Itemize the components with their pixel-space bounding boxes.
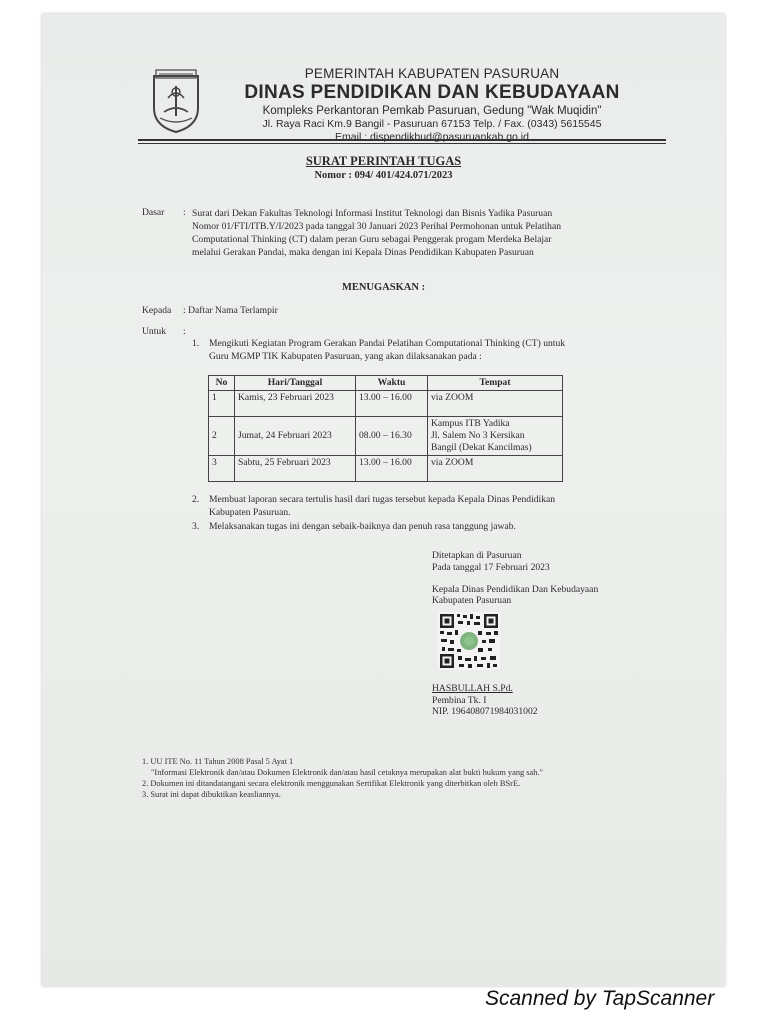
menugaskan-heading: MENUGASKAN : xyxy=(341,282,426,293)
table-row xyxy=(209,417,563,456)
dasar-paragraph xyxy=(192,207,642,259)
cell-tempat xyxy=(428,456,563,482)
table-row xyxy=(209,391,563,417)
kepada-label: Kepada xyxy=(142,305,172,316)
qr-code-icon xyxy=(438,612,500,670)
untuk-label: Untuk xyxy=(142,326,166,337)
pasuruan-emblem-logo xyxy=(150,68,202,134)
task-line: Kabupaten Pasuruan. xyxy=(209,507,291,518)
document-page xyxy=(42,14,725,986)
task-line: Guru MGMP TIK Kabupaten Pasuruan, yang akan dilaksanakan pada : xyxy=(209,351,482,362)
column-header: Tempat xyxy=(428,376,563,391)
signature-place: Ditetapkan di Pasuruan xyxy=(432,550,522,561)
signature-date: Pada tanggal 17 Februari 2023 xyxy=(432,562,550,573)
dasar-line: Nomor 01/FTI/ITB.Y/I/2023 pada tanggal 30 Januari 2023 Perihal Permohonan untuk Pelatihan xyxy=(192,221,562,232)
footnote-line: "Informasi Elektronik dan/atau Dokumen Elektronik dan/atau hasil cetaknya merupakan alat bukti hukum yang sah." xyxy=(151,768,543,777)
cell-hari: Kamis, 23 Februari 2023 xyxy=(235,391,356,417)
task-line: Melaksanakan tugas ini dengan sebaik-baiknya dan penuh rasa tanggung jawab. xyxy=(209,521,516,532)
letterhead-government: PEMERINTAH KABUPATEN PASURUAN xyxy=(304,66,560,81)
cell-tempat xyxy=(428,417,563,456)
untuk-colon: : xyxy=(183,326,186,337)
column-header: Hari/Tanggal xyxy=(235,376,356,391)
table-header-row xyxy=(209,376,563,391)
table-row xyxy=(209,456,563,482)
cell-tempat xyxy=(428,391,563,417)
letterhead-email: Email : dispendikbud@pasuruankab.go.id xyxy=(335,131,529,143)
footnote-line: 2. Dokumen ini ditandatangani secara elektronik menggunakan Sertifikat Elektronik yang diterbitkan oleh BSrE. xyxy=(142,779,521,788)
signature-position: Kepala Dinas Pendidikan Dan Kebudayaan xyxy=(432,584,599,595)
letterhead xyxy=(212,66,652,143)
letterhead-building: Kompleks Perkantoran Pemkab Pasuruan, Gedung "Wak Muqidin" xyxy=(262,105,602,117)
task-number: 2. xyxy=(192,494,200,505)
schedule-table xyxy=(208,375,563,482)
tempat-line: via ZOOM xyxy=(431,457,474,468)
footnote-line: 1. UU ITE No. 11 Tahun 2008 Pasal 5 Ayat 1 xyxy=(142,757,294,766)
dasar-line: Computational Thinking (CT) dalam peran Guru sebagai Penggerak progam Merdeka Belajar xyxy=(192,234,552,245)
task-line: Membuat laporan secara tertulis hasil dari tugas tersebut kepada Kepala Dinas Pendidikan xyxy=(209,494,556,505)
tempat-line: Bangil (Dekat Kancilmas) xyxy=(431,442,532,453)
letter-number: Nomor : 094/ 401/424.071/2023 xyxy=(314,170,453,181)
letterhead-rule-thin xyxy=(138,143,666,144)
column-header: Waktu xyxy=(356,376,428,391)
footnote-line: 3. Surat ini dapat dibuktikan keasliannya. xyxy=(142,790,281,799)
letterhead-address: Jl. Raya Raci Km.9 Bangil - Pasuruan 67153 Telp. / Fax. (0343) 5615545 xyxy=(262,118,602,130)
dasar-line: Surat dari Dekan Fakultas Teknologi Informasi Institut Teknologi dan Bisnis Yadika Pasuruan xyxy=(192,208,553,219)
cell-waktu: 13.00 – 16.00 xyxy=(356,391,428,417)
task-number: 1. xyxy=(192,338,200,349)
footnotes xyxy=(142,756,543,800)
task-number: 3. xyxy=(192,521,200,532)
cell-waktu: 08.00 – 16.30 xyxy=(356,417,428,456)
letterhead-rule xyxy=(138,139,666,141)
signatory-nip: NIP. 196408071984031002 xyxy=(432,706,538,717)
signatory-rank: Pembina Tk. I xyxy=(432,695,487,706)
cell-no: 2 xyxy=(209,417,235,456)
dasar-label: Dasar xyxy=(142,207,165,218)
cell-no: 1 xyxy=(209,391,235,417)
tempat-line: Kampus ITB Yadika xyxy=(431,418,510,429)
cell-waktu: 13.00 – 16.00 xyxy=(356,456,428,482)
task-item xyxy=(192,337,642,365)
tempat-line: via ZOOM xyxy=(431,392,474,403)
scanner-watermark: Scanned by TapScanner xyxy=(485,987,715,1010)
task-item xyxy=(192,493,642,521)
letterhead-office: DINAS PENDIDIKAN DAN KEBUDAYAAN xyxy=(244,82,620,103)
dasar-line: melalui Gerakan Pandai, maka dengan ini Kepala Dinas Pendidikan Kabupaten Pasuruan xyxy=(192,247,534,258)
cell-hari: Jumat, 24 Februari 2023 xyxy=(235,417,356,456)
task-line: Mengikuti Kegiatan Program Gerakan Pandai Pelatihan Computational Thinking (CT) untuk xyxy=(209,338,566,349)
task-item xyxy=(192,520,642,534)
dasar-colon: : xyxy=(183,207,186,218)
tempat-line: Jl. Salem No 3 Kersikan xyxy=(431,430,525,441)
signature-position-region: Kabupaten Pasuruan xyxy=(432,595,512,606)
cell-no: 3 xyxy=(209,456,235,482)
signatory-name: HASBULLAH S.Pd. xyxy=(432,683,513,694)
letter-heading: SURAT PERINTAH TUGAS xyxy=(305,154,462,168)
column-header: No xyxy=(209,376,235,391)
kepada-value: : Daftar Nama Terlampir xyxy=(183,305,278,316)
cell-hari: Sabtu, 25 Februari 2023 xyxy=(235,456,356,482)
